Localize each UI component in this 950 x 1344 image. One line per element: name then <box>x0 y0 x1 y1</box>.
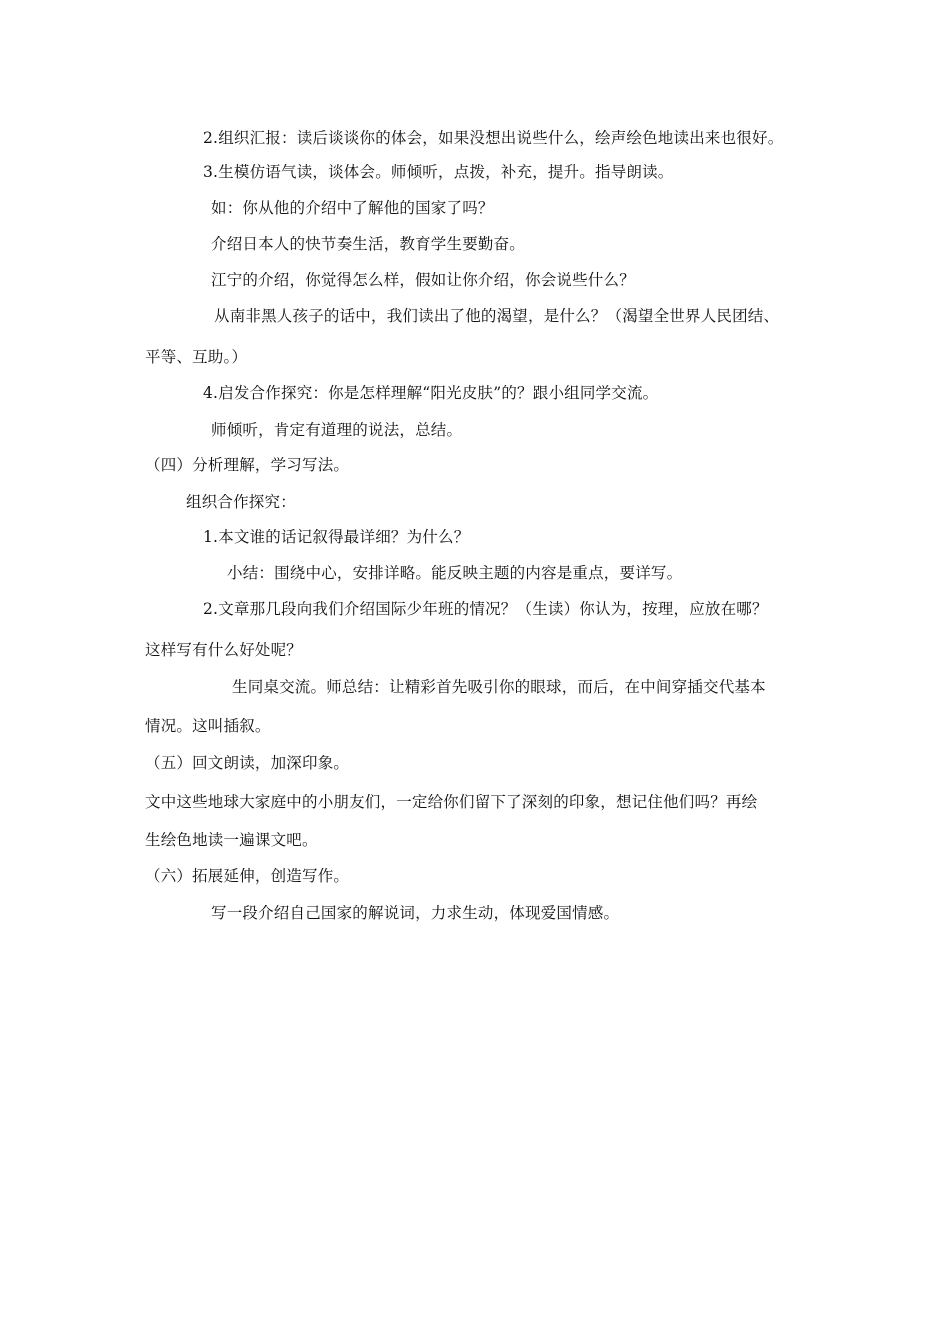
section-heading: （五）回文朗读，加深印象。 <box>145 754 350 772</box>
text-line: 1.本文谁的话记叙得最详细？为什么？ <box>203 528 470 546</box>
text-line: 江宁的介绍，你觉得怎么样，假如让你介绍，你会说些什么？ <box>211 271 635 289</box>
section-heading: （四）分析理解，学习写法。 <box>145 456 350 474</box>
text-line: 4.启发合作探究：你是怎样理解“阳光皮肤”的？跟小组同学交流。 <box>203 384 659 402</box>
text-line: 情况。这叫插叙。 <box>145 717 271 735</box>
text-line: 平等、互助。） <box>145 348 248 366</box>
section-heading: （六）拓展延伸，创造写作。 <box>145 867 350 885</box>
text-line: 写一段介绍自己国家的解说词，力求生动，体现爱国情感。 <box>211 904 620 922</box>
text-line: 这样写有什么好处呢？ <box>145 641 303 659</box>
text-line: 从南非黑人孩子的话中，我们读出了他的渴望，是什么？（渴望全世界人民团结、 <box>214 307 780 325</box>
text-line: 3.生模仿语气读，谈体会。师倾听，点拨，补充，提升。指导朗读。 <box>203 163 674 181</box>
text-line: 师倾听，肯定有道理的说法，总结。 <box>211 421 463 439</box>
text-line: 生绘色地读一遍课文吧。 <box>145 831 318 849</box>
text-line: 2.组织汇报：读后谈谈你的体会，如果没想出说些什么，绘声绘色地读出来也很好。 <box>203 129 784 147</box>
text-line: 小结：围绕中心，安排详略。能反映主题的内容是重点，要详写。 <box>227 564 683 582</box>
text-line: 组织合作探究： <box>186 493 296 511</box>
text-line: 如：你从他的介绍中了解他的国家了吗？ <box>211 199 494 217</box>
text-line: 生同桌交流。师总结：让精彩首先吸引你的眼球，而后，在中间穿插交代基本 <box>232 678 766 696</box>
text-line: 2.文章那几段向我们介绍国际少年班的情况？（生读）你认为，按理，应放在哪？ <box>203 600 768 618</box>
text-line: 介绍日本人的快节奏生活，教育学生要勤奋。 <box>211 235 526 253</box>
text-line: 文中这些地球大家庭中的小朋友们，一定给你们留下了深刻的印象，想记住他们吗？再绘 <box>145 793 758 811</box>
